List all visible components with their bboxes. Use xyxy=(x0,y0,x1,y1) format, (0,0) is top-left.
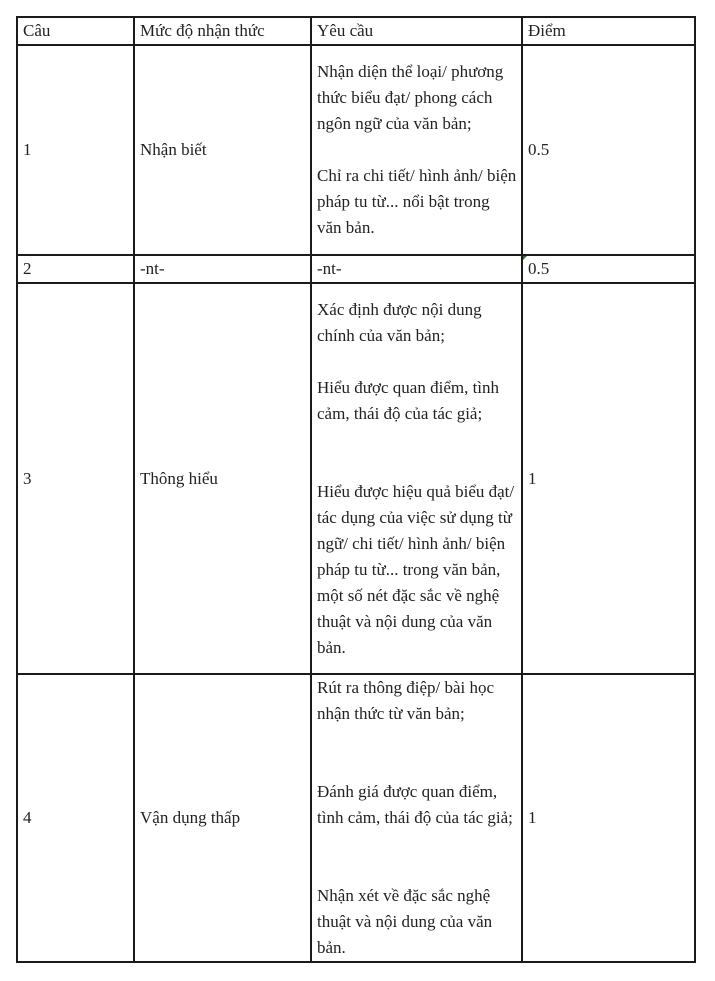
cell-cau[interactable]: 3 xyxy=(17,283,134,674)
requirement-text: Rút ra thông điệp/ bài học nhận thức từ văn bản; xyxy=(317,678,495,723)
cell-cau[interactable]: 1 xyxy=(17,45,134,255)
cell-cau[interactable]: 4 xyxy=(17,674,134,962)
requirement-text: Hiểu được hiệu quả biểu đạt/ tác dụng của việc sử dụng từ ngữ/ chi tiết/ hình ảnh/ biện pháp tu từ... trong văn bản, một số nét đặc sắc về nghệ thuật và nội dung của văn bản. xyxy=(317,481,515,657)
requirement-text: Xác định được nội dung chính của văn bản; xyxy=(317,299,482,345)
cell-yeu-cau[interactable] xyxy=(311,45,522,255)
cell-yeu-cau[interactable] xyxy=(311,674,522,962)
requirement-text: Đánh giá được quan điểm, tình cảm, thái độ của tác giả; xyxy=(317,782,513,827)
requirement-text: Nhận xét về đặc sắc nghệ thuật và nội dung của văn bản. xyxy=(317,886,493,957)
cell-muc-do[interactable]: -nt- xyxy=(134,255,311,283)
requirement-text: -nt- xyxy=(317,259,342,278)
header-row xyxy=(17,17,695,45)
cell-diem[interactable]: 1 xyxy=(522,674,695,962)
requirement-text: Nhận diện thể loại/ phương thức biểu đạt/ phong cách ngôn ngữ của văn bản; xyxy=(317,62,504,133)
table-row xyxy=(17,45,695,255)
header-cell-yeu-cau[interactable]: Yêu cầu xyxy=(311,17,522,45)
requirement-text: Chỉ ra chi tiết/ hình ảnh/ biện pháp tu từ... nổi bật trong văn bản. xyxy=(317,166,517,237)
cell-diem[interactable]: 0.5 xyxy=(522,45,695,255)
cell-muc-do[interactable]: Vận dụng thấp xyxy=(134,674,311,962)
cell-yeu-cau[interactable] xyxy=(311,255,522,283)
cell-muc-do[interactable]: Nhận biết xyxy=(134,45,311,255)
header-cell-muc-do[interactable]: Mức độ nhận thức xyxy=(134,17,311,45)
cell-diem[interactable]: 1 xyxy=(522,283,695,674)
cell-yeu-cau[interactable] xyxy=(311,283,522,674)
cell-muc-do[interactable]: Thông hiểu xyxy=(134,283,311,674)
cell-diem-selected[interactable]: 0.5 xyxy=(522,255,695,283)
table-row xyxy=(17,283,695,674)
cell-cau[interactable]: 2 xyxy=(17,255,134,283)
table-row xyxy=(17,255,695,283)
table-row xyxy=(17,674,695,962)
header-cell-diem[interactable]: Điểm xyxy=(522,17,695,45)
header-cell-cau[interactable]: Câu xyxy=(17,17,134,45)
assessment-matrix-table xyxy=(16,16,696,963)
requirement-text: Hiểu được quan điểm, tình cảm, thái độ của tác giả; xyxy=(317,377,500,423)
